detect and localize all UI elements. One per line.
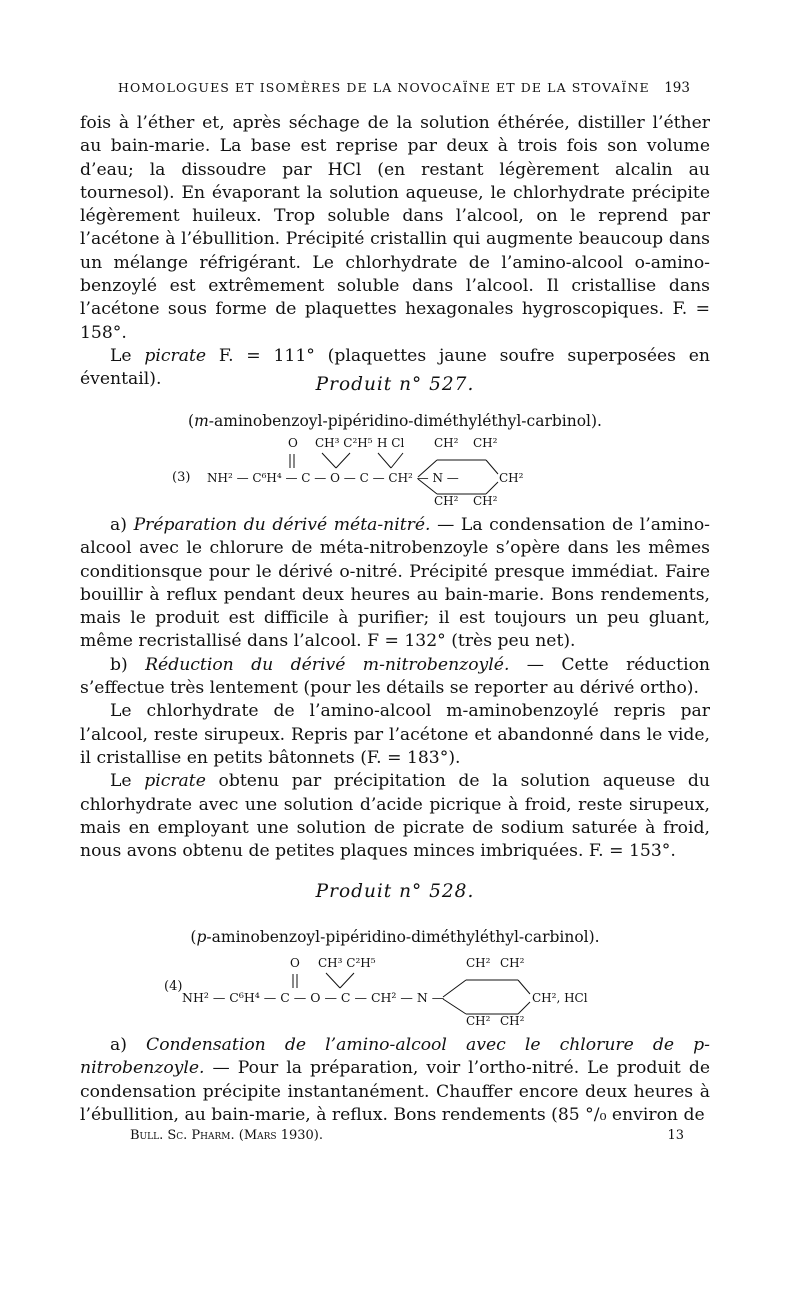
- running-title: HOMOLOGUES ET ISOMÈRES DE LA NOVOCAÏNE ET DE LA STOVAÏNE: [118, 80, 650, 95]
- formula-top-o: O: [290, 956, 300, 970]
- formula-ring-right: CH², HCl: [532, 991, 588, 1005]
- formula-ring-top-right: CH²: [500, 956, 525, 970]
- product-527-heading: [80, 373, 710, 396]
- formula-ring-top-right: CH²: [473, 436, 498, 450]
- formula-top-hcl: H Cl: [377, 436, 405, 450]
- structural-formula-3: [80, 428, 720, 508]
- page-number: 193: [664, 80, 690, 96]
- formula-ring-bottom-left: CH²: [434, 494, 459, 508]
- text-block-3: [80, 1034, 710, 1127]
- formula-main-chain: NH² — C⁶H⁴ — C — O — C — CH² — N —: [182, 990, 445, 1005]
- formula-top-groups: CH³ C²H⁵: [318, 956, 376, 970]
- paragraph-a: a) Condensation de l’amino-alcool avec le chlorure de p-nitrobenzoyle. — Pour la préparation, voir l’ortho-nitré. Le produit de condensation précipite instantanément. Chauffer encore deux heures à l’ébullition, au bain-marie, à reflux. Bons rendements (85 °/₀ environ de: [80, 1035, 710, 1125]
- formula-ring-bottom-right: CH²: [500, 1014, 525, 1028]
- formula-ring-top-left: CH²: [466, 956, 491, 970]
- formula-top-groups: CH³ C²H⁵: [315, 436, 373, 450]
- formula-number: (4): [164, 979, 183, 994]
- product-528-name: [80, 926, 710, 949]
- paragraph-picrate: Le picrate F. = 111° (plaquettes jaune soufre superposées en éventail).: [80, 345, 710, 390]
- text-block-1: [80, 112, 710, 392]
- formula-top-o: O: [288, 436, 298, 450]
- signature-mark: 13: [667, 1128, 684, 1143]
- compound-name: (p-aminobenzoyl-pipéridino-diméthyléthyl-carbinol).: [190, 928, 600, 946]
- paragraph: Le chlorhydrate de l’amino-alcool m-aminobenzoylé repris par l’alcool, reste sirupeux. Repris par l’acétone et abandonné dans le vide, il cristallise en petits bâtonnets (F. = 183°).: [80, 701, 710, 768]
- formula-main-chain: NH² — C⁶H⁴ — C — O — C — CH² — N —: [207, 471, 459, 485]
- running-header: [118, 80, 690, 96]
- compound-name: (m-aminobenzoyl-pipéridino-diméthyléthyl-carbinol).: [188, 412, 602, 430]
- formula-ring-bottom-right: CH²: [473, 494, 498, 508]
- paragraph-b: b) Réduction du dérivé m-nitrobenzoylé. — Cette réduction s’effectue très lentement (pour les détails se reporter au dérivé ortho).: [80, 654, 710, 699]
- journal-reference: Bull. Sc. Pharm. (Mars 1930).: [130, 1128, 324, 1143]
- page-footer: [130, 1128, 684, 1143]
- formula-ring-bottom-left: CH²: [466, 1014, 491, 1028]
- structural-formula-4: [80, 948, 720, 1028]
- text-block-2: [80, 514, 710, 863]
- product-title: Produit n° 528.: [315, 881, 475, 902]
- product-528-heading: [80, 880, 710, 903]
- paragraph-a: a) Préparation du dérivé méta-nitré. — La condensation de l’amino-alcool avec le chlorure de méta-nitrobenzoyle s’opère dans les mêmes conditionsque pour le dérivé o-nitré. Précipité presque immédiat. Faire bouillir à reflux pendant deux heures au bain-marie. Bons rendements, mais le produit est difficile à purifier; il est toujours un peu gluant, même recristallisé dans l’alcool. F = 132° (très peu net).: [80, 515, 710, 652]
- formula-ring-top-left: CH²: [434, 436, 459, 450]
- formula-number: (3): [172, 470, 191, 485]
- paragraph: fois à l’éther et, après séchage de la solution éthérée, distiller l’éther au bain-marie. La base est reprise par deux à trois fois son volume d’eau; la dissoudre par HCl (en restant légèrement alcalin au tournesol). En évaporant la solution aqueuse, le chlorhydrate précipite légèrement huileux. Trop soluble dans l’alcool, on le reprend par l’acétone à l’ébullition. Précipité cristallin qui augmente beaucoup dans un mélange réfrigérant. Le chlorhydrate de l’amino-alcool o-amino-benzoylé est extrêmement soluble dans l’alcool. Il cristallise dans l’acétone sous forme de plaquettes hexagonales hygroscopiques. F. = 158°.: [80, 113, 710, 343]
- product-title: Produit n° 527.: [315, 374, 475, 395]
- formula-ring-right: CH²: [499, 471, 524, 485]
- paragraph-picrate: Le picrate obtenu par précipitation de la solution aqueuse du chlorhydrate avec une solution d’acide picrique à froid, reste sirupeux, mais en employant une solution de picrate de sodium saturée à froid, nous avons obtenu de petites plaques minces imbriquées. F. = 153°.: [80, 771, 710, 862]
